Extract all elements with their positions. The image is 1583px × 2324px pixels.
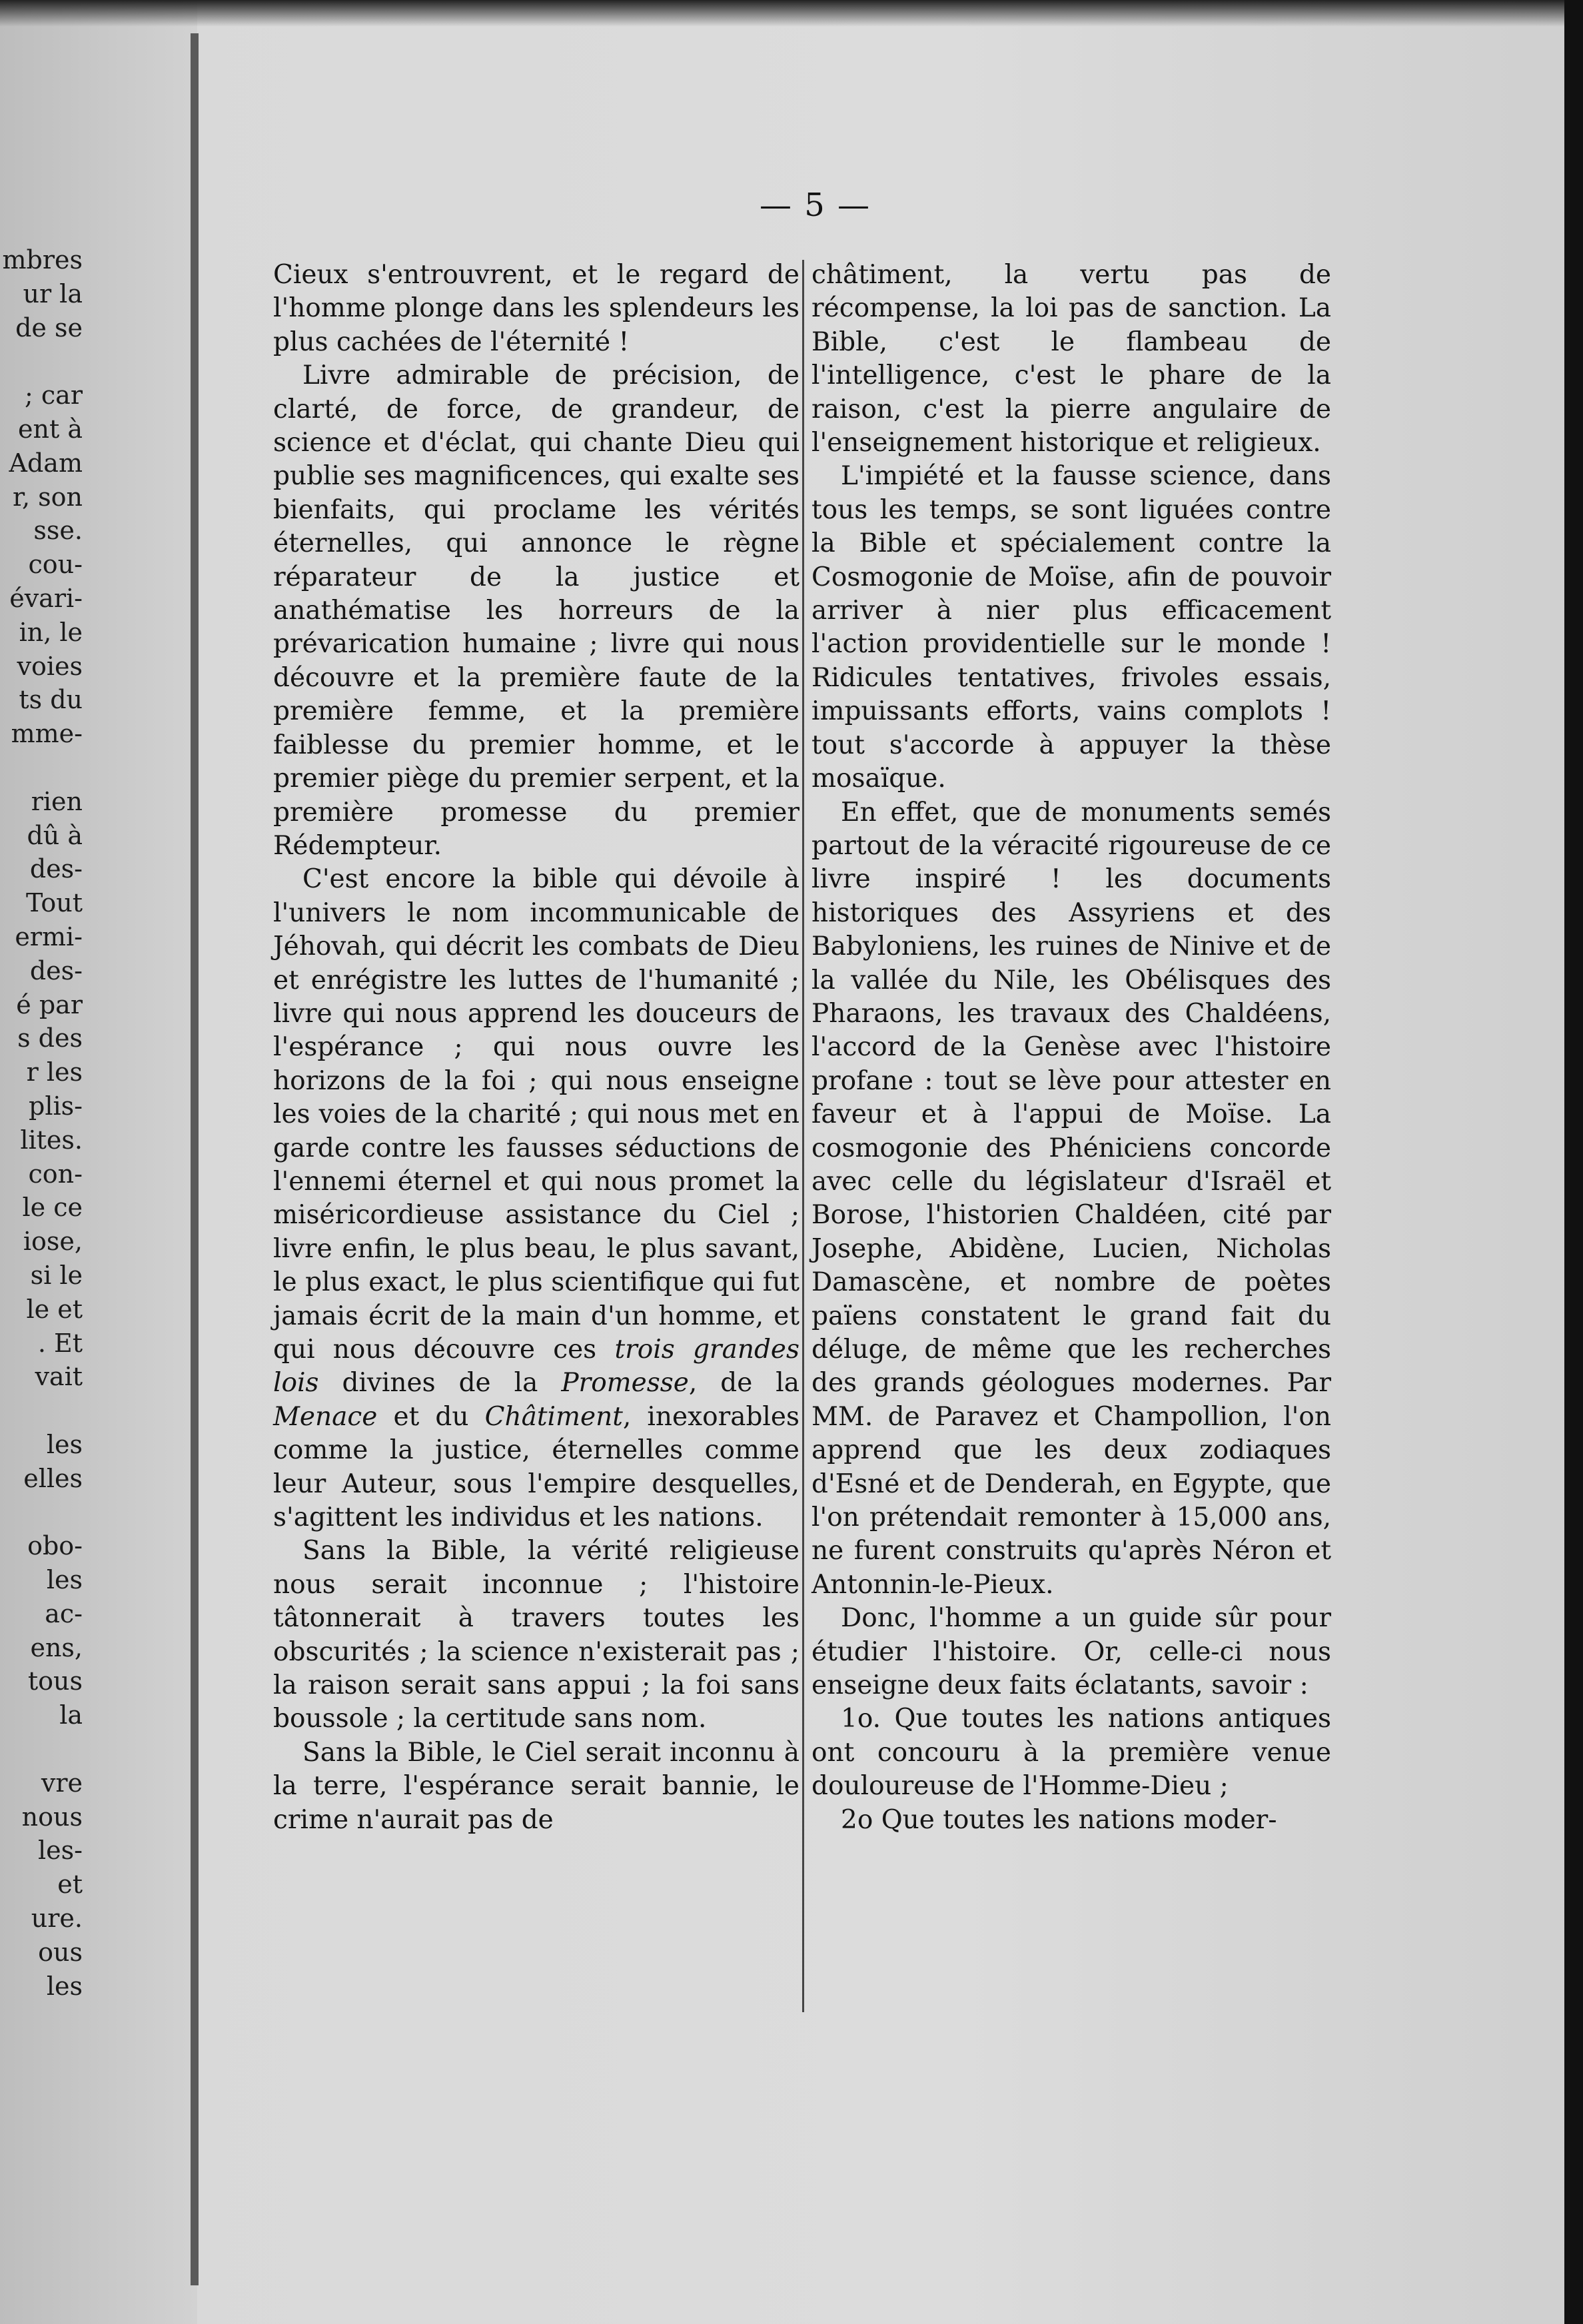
fragment-line (0, 1394, 83, 1428)
fragment-line: Tout (25, 888, 83, 918)
fragment-line: cou- (28, 550, 83, 580)
fragment-line: in, le (19, 617, 83, 647)
column-divider (802, 260, 804, 2012)
fragment-line: tous (27, 1666, 83, 1696)
fragment-line: des- (29, 955, 83, 985)
fragment-line: ure. (31, 1904, 83, 1934)
fragment-line: ; car (25, 380, 83, 410)
fragment-line: dû à (27, 820, 83, 850)
paragraph: châtiment, la vertu pas de récompense, la loi pas de sanction. La Bible, c'est le flambeau de l'intelligence, c'est le phare de la raison, c'est la pierre angulaire de l'enseignement historique et religieux. (811, 260, 1331, 458)
fragment-line: ent à (18, 414, 83, 444)
fragment-line: obo- (27, 1531, 83, 1561)
paragraph: En effet, que de monuments semés partout de la véracité rigoureuse de ce livre inspiré ! les documents historiques des Assyriens et des Babyloniens, les ruines de Ninive et de la vallée du Nile, les Obélisques des Pharaons, les travaux des Chaldéens, l'accord de la Genèse avec l'histoire profane : tout se lève pour attester en faveur et à l'appui de Moïse. La cosmogonie des Phéniciens concorde avec celle du législateur d'Israël et Borose, l'historien Chaldéen, cité par Josephe, Abidène, Lucien, Nicholas Damascène, et nombre de poètes païens constatent le grand fait du déluge, de même que les recherches des grands géologues modernes. Par MM. de Paravez et Champollion, l'on apprend que les deux zodiaques d'Esné et de Denderah, en Egypte, que l'on prétendait remonter à 15,000 ans, ne furent construits qu'après Néron et Antonnin-le-Pieux. (811, 797, 1331, 1600)
fragment-line: plis- (29, 1091, 83, 1121)
fragment-line: les (46, 1565, 83, 1595)
paragraph: Sans la Bible, la vérité religieuse nous serait inconnue ; l'histoire tâtonnerait à travers toutes les obscurités ; la science n'existerait pas ; la raison serait sans appui ; la foi sans boussole ; la certitude sans nom. (273, 1536, 799, 1734)
fragment-line (0, 1732, 83, 1766)
fragment-line: les (46, 1429, 83, 1459)
list-item: 2o Que toutes les nations moder- (841, 1804, 1277, 1835)
page-number: — 5 — (760, 187, 871, 224)
fragment-line: les (46, 1971, 83, 2001)
fragment-line: s des (17, 1023, 83, 1053)
fragment-line: ur la (23, 279, 83, 308)
fragment-line: . Et (37, 1328, 83, 1358)
italic-text: Menace (273, 1401, 378, 1432)
fragment-line: sse. (33, 516, 83, 546)
fragment-line: évari- (9, 583, 83, 613)
paragraph: C'est encore la bible qui dévoile à l'univers le nom incommunicable de Jéhovah, qui décrit les combats de Dieu et enrégistre les luttes de l'humanité ; livre qui nous apprend les douceurs de l'espérance ; qui nous ouvre les horizons de la foi ; qui nous enseigne les voies de la charité ; qui nous met en garde contre les fausses séductions de l'ennemi éternel et qui nous promet la miséricordieuse assistance du Ciel ; livre enfin, le plus beau, le plus savant, le plus exact, le plus scientifique qui fut jamais écrit de la main d'un homme, et qui nous découvre ces trois grandes lois divines de la Promesse, de la Menace et du Châtiment, inexorables comme la justice, éternelles comme leur Auteur, sous l'empire desquelles, s'agittent les individus et les nations. (273, 864, 800, 1533)
fragment-line: ous (38, 1937, 83, 1967)
fragment-line: voies (17, 651, 83, 681)
fragment-line: la (59, 1700, 83, 1730)
fragment-line: mbres (2, 245, 83, 275)
fragment-line: ermi- (15, 921, 83, 951)
paragraph: Cieux s'entrouvrent, et le regard de l'homme plonge dans les splendeurs les plus cachées de l'éternité ! (273, 260, 799, 357)
fragment-line: con- (28, 1159, 83, 1189)
paragraph: Donc, l'homme a un guide sûr pour étudier l'histoire. Or, celle-ci nous enseigne deux faits éclatants, savoir : (811, 1603, 1331, 1701)
fragment-line (0, 751, 83, 785)
fragment-line (0, 344, 83, 378)
fragment-line: vre (41, 1768, 83, 1798)
fragment-line: le ce (22, 1193, 83, 1223)
fragment-line: r les (26, 1057, 83, 1087)
fragment-line: de se (15, 312, 83, 342)
left-column (273, 259, 799, 1837)
fragment-line: ens, (30, 1632, 83, 1662)
italic-text: Châtiment (484, 1401, 623, 1432)
right-column (811, 259, 1331, 1837)
list-item: 1o. Que toutes les nations antiques ont concouru à la première venue douloureuse de l'Homme-Dieu ; (811, 1704, 1331, 1802)
fragment-line: rien (31, 786, 83, 816)
fragment-line: les- (38, 1836, 83, 1866)
paragraph: Livre admirable de précision, de clarté, de force, de grandeur, de science et d'éclat, qui chante Dieu qui publie ses magnificences, qui exalte ses bienfaits, qui proclame les vérités éternelles, qui annonce le règne réparateur de la justice et anathématise les horreurs de la prévarication humaine ; livre qui nous découvre et la première faute de la première femme, et la première faiblesse du premier homme, et le premier piège du premier serpent, et la première promesse du premier Rédempteur. (273, 360, 799, 861)
fragment-line: ac- (45, 1598, 83, 1628)
fragment-line: mme- (11, 719, 83, 749)
scan-top-shadow (0, 0, 1583, 27)
fragment-line: nous (21, 1802, 83, 1832)
fragment-line (0, 1495, 83, 1529)
previous-page-text (0, 243, 83, 2003)
scan-right-border (1564, 0, 1583, 2324)
paragraph: L'impiété et la fausse science, dans tous les temps, se sont liguées contre la Bible et spécialement contre la Cosmogonie de Moïse, afin de pouvoir arriver à nier plus efficacement l'action providentielle sur le monde ! Ridicules tentatives, frivoles essais, impuissants efforts, vains complots ! tout s'accorde à appuyer la thèse mosaïque. (811, 461, 1331, 794)
fragment-line: et (57, 1870, 83, 1900)
fragment-line: des- (29, 854, 83, 884)
paragraph: Sans la Bible, le Ciel serait inconnu à la terre, l'espérance serait bannie, le crime n'aurait pas de (273, 1737, 799, 1835)
fragment-line: ts du (19, 685, 83, 715)
fragment-line: Adam (9, 448, 83, 478)
italic-text: Promesse (561, 1368, 689, 1399)
fragment-line: si le (30, 1260, 83, 1290)
fragment-line: elles (23, 1463, 83, 1493)
fragment-line: le et (26, 1294, 83, 1324)
fragment-line: r, son (12, 482, 83, 512)
italic-text: trois grandes lois (273, 1335, 799, 1399)
fragment-line: lites. (20, 1125, 83, 1155)
fragment-line: vait (35, 1362, 83, 1392)
page-gutter (191, 33, 199, 2285)
fragment-line: iose, (23, 1227, 83, 1257)
fragment-line: é par (16, 989, 83, 1019)
